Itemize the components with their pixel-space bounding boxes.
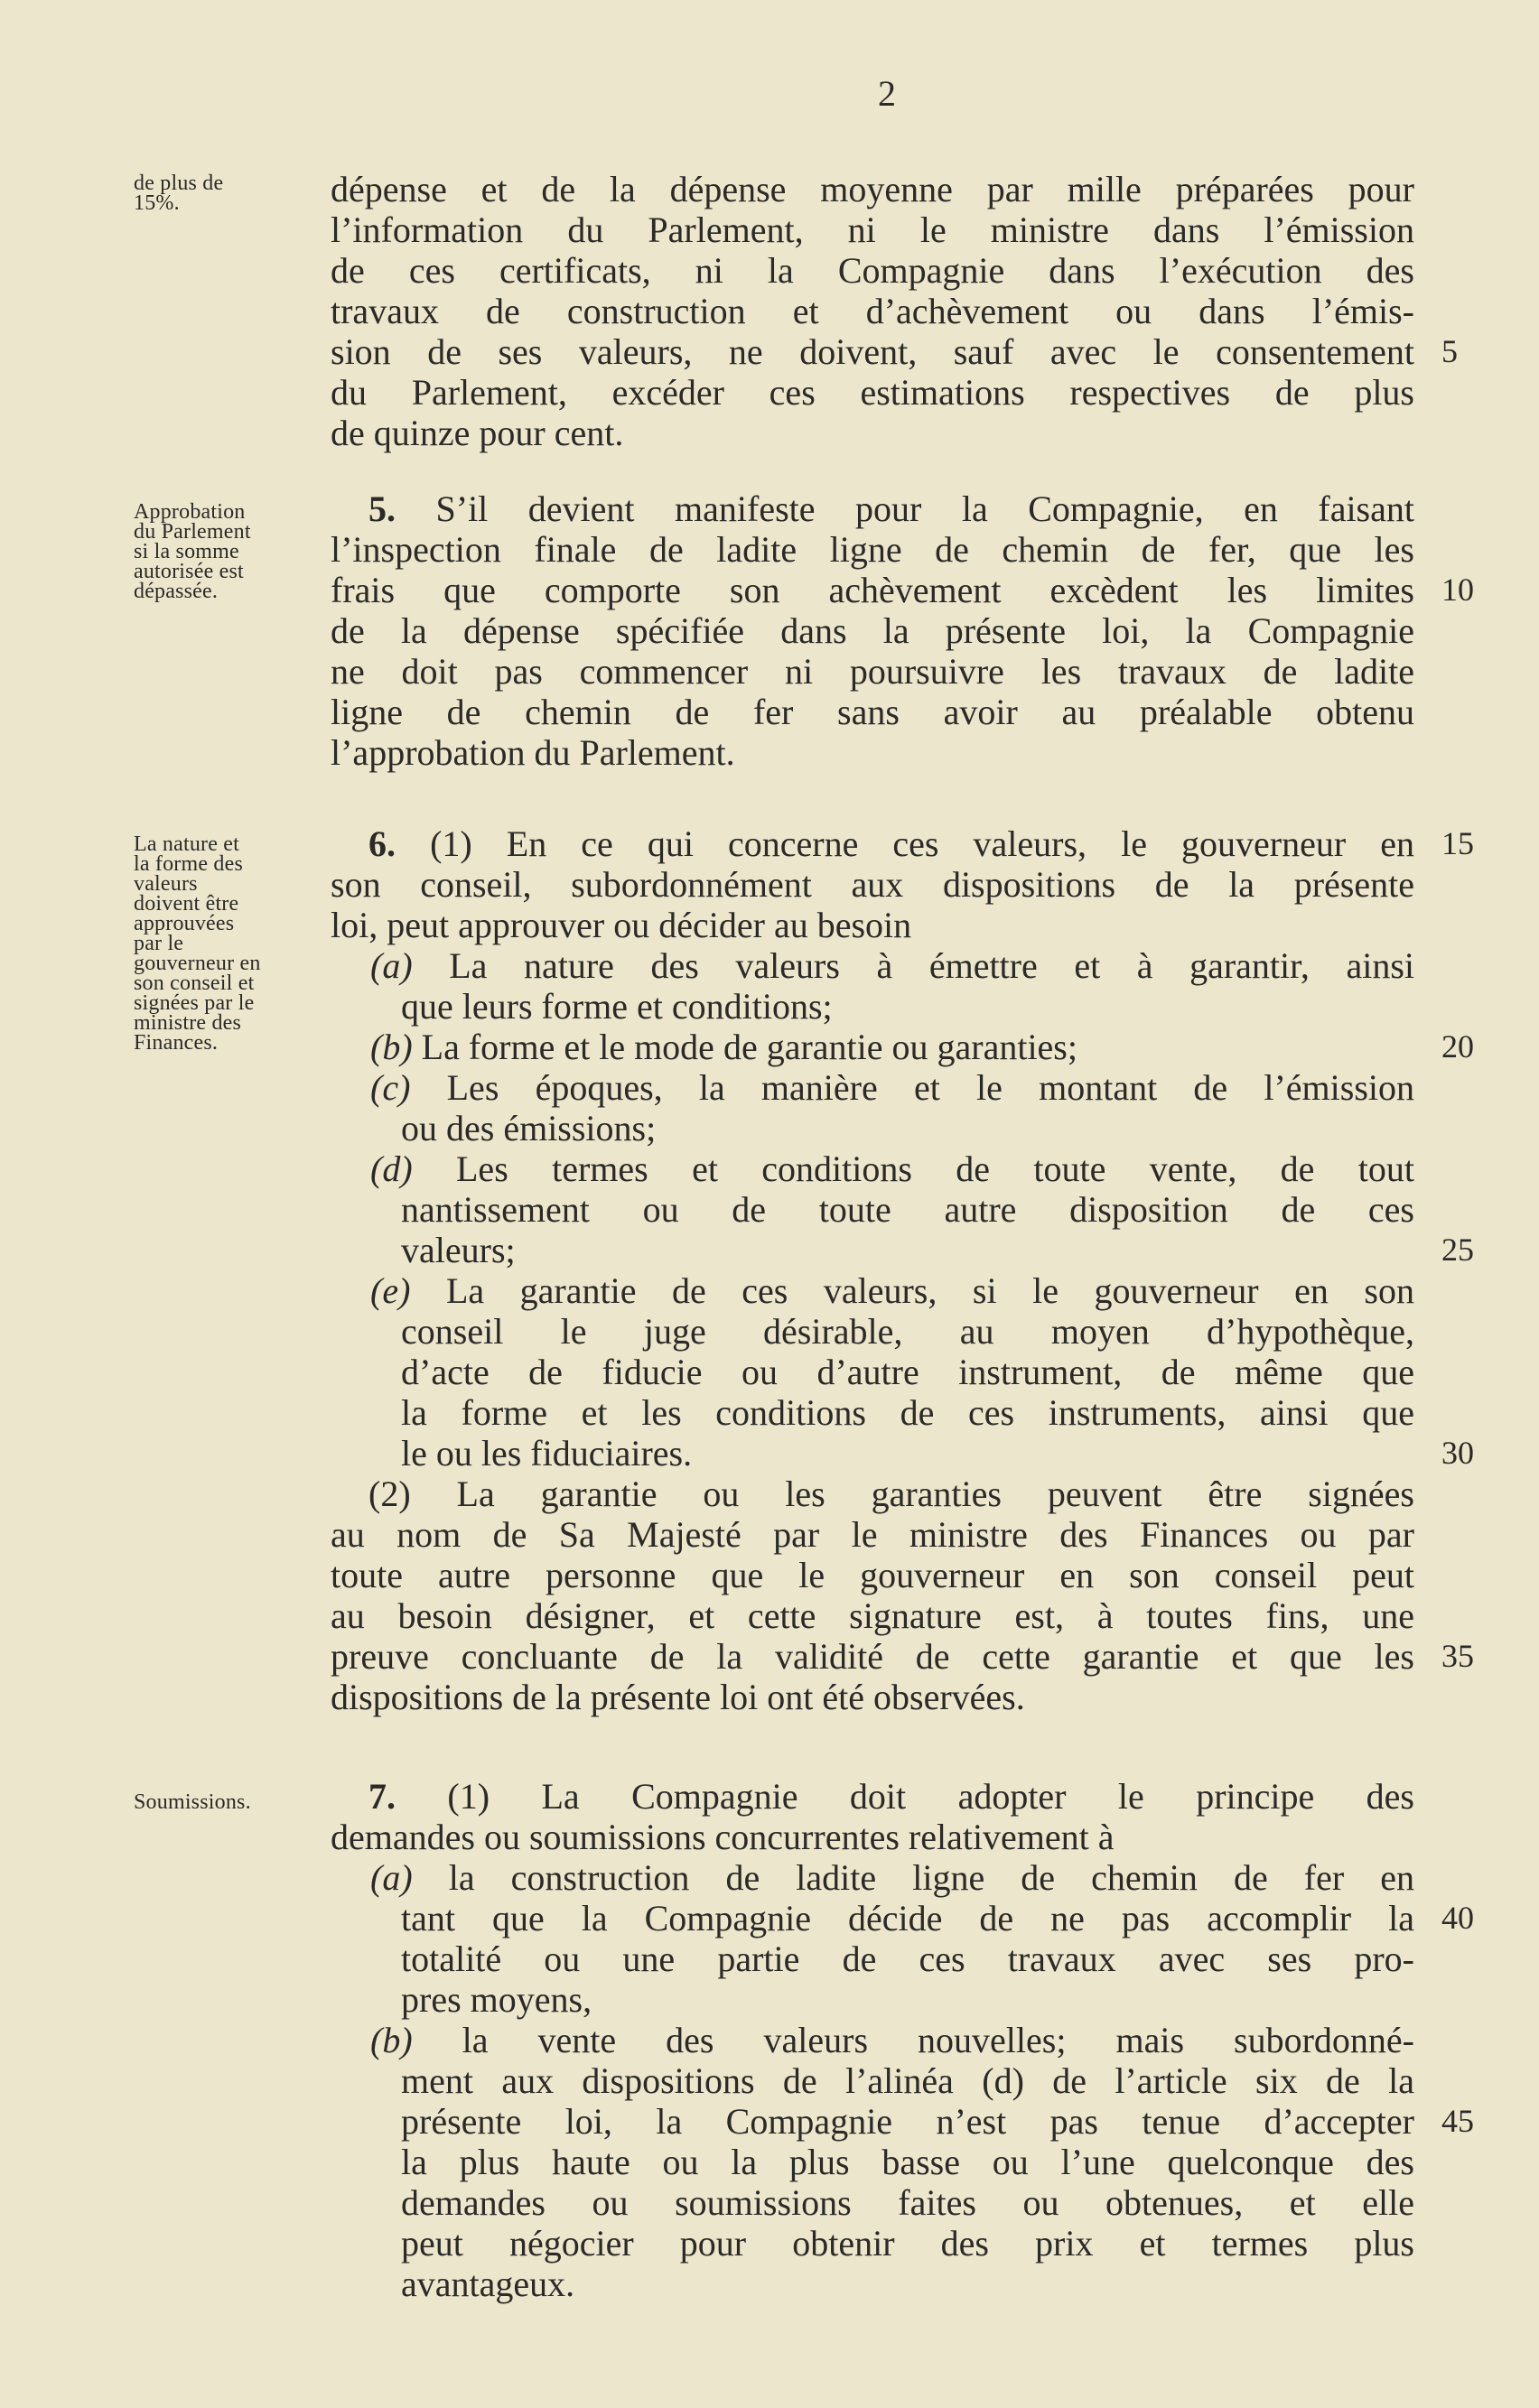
text-line [331,331,1414,372]
line-text: La garantie de ces valeurs, si le gouverneur en son [445,1270,1414,1311]
text-line [331,945,1414,986]
section-s5 [331,488,1414,773]
item-label: (b) [370,2020,413,2060]
line-text: la construction de ladite ligne de chemin de fer en [448,1857,1414,1898]
item-label: (a) [370,1857,413,1898]
margin-note-line: 15%. [134,191,180,215]
text-line [331,692,1414,732]
text-line [331,732,1414,773]
line-text: travaux de construction et d’achèvement ou dans l’émis- [331,291,1414,331]
line-text: de ces certificats, ni la Compagnie dans l’exécution des [331,250,1414,291]
margin-note-line: ministre des [134,1011,242,1035]
section-s6 [331,823,1414,1717]
text-line [331,2142,1414,2182]
margin-note-line: autorisée est [134,560,244,583]
line-text: d’acte de fiducie ou d’autre instrument, de même que [401,1352,1414,1392]
line-text: dispositions de la présente loi ont été observées. [331,1677,1025,1717]
text-line [331,1898,1414,1938]
text-line [331,1189,1414,1230]
margin-note [134,173,323,213]
text-line [331,1433,1414,1474]
article-number: 5. [368,488,396,529]
margin-note-line: dépassée. [134,580,219,603]
text-line [331,651,1414,692]
text-line [331,2182,1414,2223]
line-text: de quinze pour cent. [331,413,624,453]
margin-note-line: signées par le [134,991,255,1015]
text-line [331,1677,1414,1717]
text-line [331,1595,1414,1636]
text-line [331,291,1414,331]
text-line [331,1857,1414,1898]
line-text: La forme et le mode de garantie ou garanties; [421,1027,1077,1067]
line-text: le ou les fiduciaires. [401,1433,693,1474]
line-text: dépense et de la dépense moyenne par mille préparées pour [331,169,1414,209]
line-text: ligne de chemin de fer sans avoir au préalable obtenu [331,692,1414,732]
text-line [331,570,1414,610]
text-line [331,1067,1414,1108]
line-text: présente loi, la Compagnie n’est pas tenue d’accepter [401,2101,1414,2142]
line-text: avantageux. [401,2264,575,2304]
line-text: toute autre personne que le gouverneur en son conseil peut [331,1555,1414,1595]
margin-note [134,834,323,1053]
text-line [331,1938,1414,1979]
text-line [331,1817,1414,1857]
text-line [331,610,1414,651]
margin-note-line: gouverneur en [134,952,261,975]
margin-note-line: de plus de [134,172,224,195]
line-text: S’il devient manifeste pour la Compagnie, en faisant [435,488,1414,529]
line-text: du Parlement, excéder ces estimations respectives de plus [331,372,1414,413]
line-number: 10 [1441,572,1474,608]
margin-note-line: doivent être [134,892,239,916]
article-number: 7. [368,1776,396,1817]
line-text: (1) En ce qui concerne ces valeurs, le gouverneur en [430,823,1414,864]
line-number: 20 [1441,1028,1474,1065]
line-text: nantissement ou de toute autre disposition de ces [401,1189,1414,1230]
line-number: 5 [1441,333,1458,369]
line-text: l’inspection finale de ladite ligne de chemin de fer, que les [331,529,1414,570]
margin-note-line: Soumissions. [134,1790,251,1814]
text-line [331,1108,1414,1148]
margin-note-line: approuvées [134,912,235,935]
text-line [331,1636,1414,1677]
line-text: preuve concluante de la validité de cette garantie et que les [331,1636,1414,1677]
line-text: au nom de Sa Majesté par le ministre des Finances ou par [331,1514,1414,1555]
text-line [331,1352,1414,1392]
text-line [331,488,1414,529]
text-line [331,413,1414,453]
text-line [331,529,1414,570]
line-text: totalité ou une partie de ces travaux avec ses pro- [401,1938,1414,1979]
line-text: loi, peut approuver ou décider au besoin [331,905,912,945]
text-line [331,1979,1414,2020]
line-number: 30 [1441,1435,1474,1471]
item-label: (b) [370,1027,413,1067]
text-line [331,1027,1414,1067]
line-text: de la dépense spécifiée dans la présente loi, la Compagnie [331,610,1414,651]
text-line [331,1311,1414,1352]
line-text: valeurs; [401,1230,516,1270]
text-line [331,2223,1414,2264]
text-line [331,905,1414,945]
text-line [331,1555,1414,1595]
line-text: (1) La Compagnie doit adopter le principe des [447,1776,1414,1817]
line-text: demandes ou soumissions faites ou obtenues, et elle [401,2182,1414,2223]
line-number: 15 [1441,825,1474,861]
line-text: ou des émissions; [401,1108,657,1148]
line-text: Les termes et conditions de toute vente, de tout [456,1148,1415,1189]
line-text: ment aux dispositions de l’alinéa (d) de l’article six de la [401,2060,1414,2101]
line-text: peut négocier pour obtenir des prix et termes plus [401,2223,1414,2264]
margin-note-line: Finances. [134,1031,219,1055]
line-text: sion de ses valeurs, ne doivent, sauf avec le consentement [331,331,1414,372]
section-s4 [331,169,1414,453]
text-line [331,2020,1414,2060]
line-text: Les époques, la manière et le montant de l’émission [446,1067,1415,1108]
text-line [331,1148,1414,1189]
line-text: l’approbation du Parlement. [331,732,735,773]
line-text: que leurs forme et conditions; [401,986,833,1027]
line-text: la plus haute ou la plus basse ou l’une quelconque des [401,2142,1414,2182]
line-text: frais que comporte son achèvement excèdent les limites [331,570,1414,610]
margin-note-line: valeurs [134,872,198,896]
text-line [331,250,1414,291]
text-line [331,823,1414,864]
margin-note-line: son conseil et [134,972,255,995]
margin-note [134,502,323,601]
item-label: (c) [370,1067,411,1108]
line-text: au besoin désigner, et cette signature est, à toutes fins, une [331,1595,1414,1636]
line-text: la forme et les conditions de ces instruments, ainsi que [401,1392,1414,1433]
text-line [331,169,1414,209]
text-line [331,1474,1414,1514]
line-text: conseil le juge désirable, au moyen d’hypothèque, [401,1311,1414,1352]
text-line [331,1230,1414,1270]
line-number: 35 [1441,1638,1474,1674]
margin-note-line: si la somme [134,540,239,563]
line-text: demandes ou soumissions concurrentes relativement à [331,1817,1115,1857]
text-line [331,1776,1414,1817]
text-line [331,209,1414,250]
text-line [331,1514,1414,1555]
margin-note [134,1792,323,1812]
text-line [331,864,1414,905]
line-number: 40 [1441,1900,1474,1936]
text-line [331,2060,1414,2101]
line-text: La nature des valeurs à émettre et à garantir, ainsi [449,945,1414,986]
text-line [331,2264,1414,2304]
margin-note-line: du Parlement [134,520,251,544]
text-line [331,372,1414,413]
item-label: (d) [370,1148,413,1189]
item-label: (e) [370,1270,411,1311]
margin-note-line: La nature et [134,832,239,856]
line-text: ne doit pas commencer ni poursuivre les travaux de ladite [331,651,1414,692]
line-number: 45 [1441,2103,1474,2139]
article-number: 6. [368,823,396,864]
margin-note-line: Approbation [134,500,246,524]
line-text: (2) La garantie ou les garanties peuvent être signées [368,1474,1414,1514]
text-line [331,1392,1414,1433]
section-s7 [331,1776,1414,2304]
line-text: pres moyens, [401,1979,592,2020]
margin-note-line: la forme des [134,852,244,876]
text-line [331,2101,1414,2142]
text-line [331,986,1414,1027]
text-line [331,1270,1414,1311]
item-label: (a) [370,945,413,986]
line-number: 25 [1441,1232,1474,1268]
line-text: tant que la Compagnie décide de ne pas accomplir la [401,1898,1414,1938]
line-text: l’information du Parlement, ni le ministre dans l’émission [331,209,1414,250]
margin-note-line: par le [134,932,184,955]
line-text: la vente des valeurs nouvelles; mais subordonné- [462,2020,1414,2060]
page-number: 2 [878,73,896,114]
line-text: son conseil, subordonnément aux dispositions de la présente [331,864,1414,905]
